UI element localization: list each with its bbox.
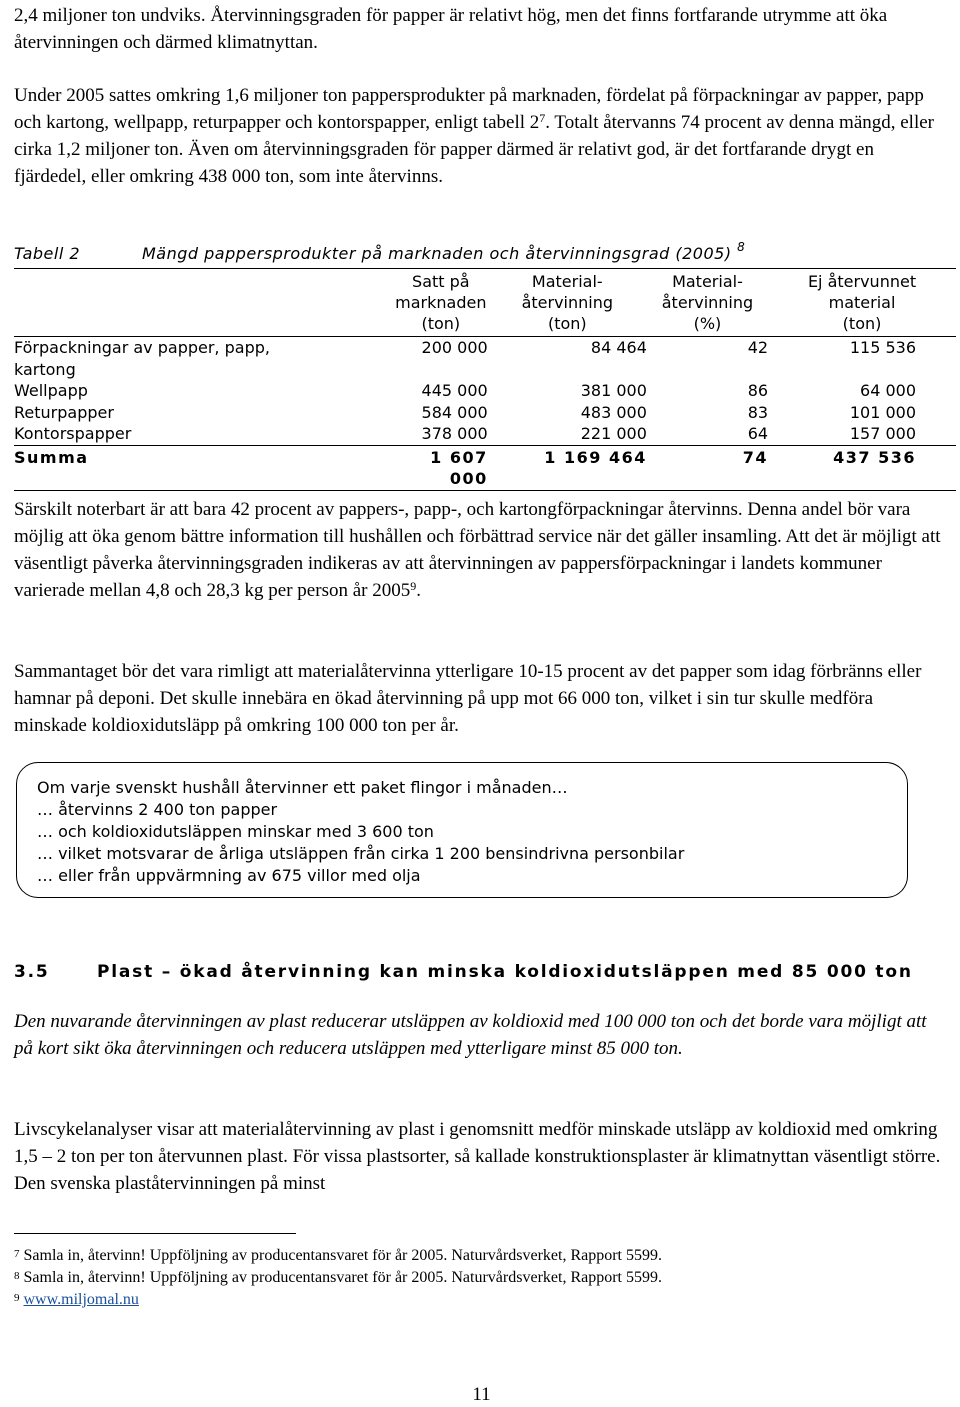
footnote-ref-8[interactable]: 8 — [737, 240, 746, 254]
miljomal-link[interactable]: www.miljomal.nu — [23, 1291, 139, 1308]
intro-paragraph-2-text-b: . Totalt återvanns 74 procent av denna mängd, eller cirka 1,2 miljoner ton. Även om återvinningsgraden för papper därmed är relativt god, är det fortfarande drygt en fjärdedel, eller omkring 438 000 ton, som inte återvinns. — [14, 112, 935, 187]
cell-recycled: 84 464 — [590, 338, 647, 357]
cell-pct: 83 — [747, 402, 769, 422]
footnote-8: $^8$ Samla in, återvinn! Uppföljning av producentansvaret för år 2005. Naturvårdsverket, Rapport 5599. — [14, 1269, 662, 1286]
sum-label: Summa — [14, 447, 89, 467]
table-sum-row — [14, 445, 956, 490]
paragraph-4: Sammantaget bör det vara rimligt att materialåtervinna ytterligare 10-15 procent av det papper som idag förbränns eller hamnar på deponi. Det skulle innebära en ökad återvinning på upp mot 66 000 ton, vilket i sin tur skulle medföra minskade koldioxidutsläpp på omkring 100 000 ton per år. — [14, 661, 922, 736]
row-name: Returpapper — [14, 402, 114, 422]
row-name: Wellpapp — [14, 381, 88, 400]
row-name: Förpackningar av papper, papp, kartong — [14, 338, 270, 379]
info-box — [16, 762, 908, 898]
cell-recycled: 483 000 — [580, 402, 647, 422]
header-recycled-ton: Material- återvinning (ton) — [521, 272, 614, 333]
table-row — [14, 337, 956, 381]
cell-market: 584 000 — [421, 402, 488, 422]
table-row — [14, 402, 956, 424]
table-row — [14, 423, 956, 445]
paragraph-3-text-a: Särskilt noterbart är att bara 42 procent av pappers-, papp-, och kartongförpackningar återvinns. Denna andel bör vara möjlig att öka genom bättre information till hushållen och förbättrad service när det gäller insamling. Att det är möjligt att väsentligt påverka återvinningsgraden indikeras av att återvinningen av pappersförpackningar i landets kommuner varierade mellan 4,8 och 28,3 kg per person år 2005 — [14, 499, 941, 601]
cell-unrecycled: 115 536 — [849, 338, 916, 357]
sum-recycled: 1 169 464 — [544, 447, 647, 467]
paragraph-3-text-b: . — [416, 580, 421, 601]
cell-unrecycled: 64 000 — [860, 381, 916, 400]
sum-market: 1 607 000 — [430, 447, 488, 488]
footnote-ref-9[interactable]: 9 — [410, 579, 417, 593]
cell-pct: 86 — [747, 381, 769, 400]
cell-unrecycled: 157 000 — [849, 424, 916, 443]
intro-paragraph-2-text-a: Under 2005 sattes omkring 1,6 miljoner ton pappersprodukter på marknaden, fördelat på förpackningar av papper, papp och kartong, wellpapp, returpapper och kontorspapper, enligt tabell 2 — [14, 85, 924, 133]
info-box-item: … vilket motsvarar de årliga utsläppen från cirka 1 200 bensindrivna personbilar — [37, 844, 685, 863]
cell-pct: 42 — [747, 338, 769, 357]
page-number: 11 — [472, 1384, 491, 1405]
header-market: Satt på marknaden (ton) — [395, 272, 487, 333]
footnote-7: $^7$ Samla in, återvinn! Uppföljning av producentansvaret för år 2005. Naturvårdsverket, Rapport 5599. — [14, 1247, 662, 1264]
intro-paragraph-2 — [14, 82, 949, 190]
table-header-row — [14, 269, 956, 337]
cell-market: 445 000 — [421, 381, 488, 400]
sum-unrecycled: 437 536 — [833, 447, 916, 467]
table-caption — [14, 240, 949, 263]
paragraph-3 — [14, 496, 949, 604]
table-row — [14, 380, 956, 402]
cell-recycled: 221 000 — [580, 424, 647, 443]
row-name: Kontorspapper — [14, 424, 132, 443]
header-recycled-pct: Material- återvinning (%) — [661, 272, 754, 333]
footnote-9: $^9$ www.miljomal.nu — [14, 1291, 139, 1308]
section-title: Plast – ökad återvinning kan minska koldioxidutsläppen med 85 000 ton — [97, 962, 913, 982]
cell-market: 378 000 — [421, 424, 488, 443]
info-box-item: … eller från uppvärmning av 675 villor med olja — [37, 866, 421, 885]
section-lead: Den nuvarande återvinningen av plast reducerar utsläppen av koldioxid med 100 000 ton och det borde vara möjligt att på kort sikt öka återvinningen och reducera utsläppen med ytterligare minst 85 000 ton. — [14, 1011, 927, 1059]
sum-pct: 74 — [742, 447, 769, 467]
info-box-item: … återvinns 2 400 ton papper — [37, 800, 278, 819]
footnote-separator — [14, 1233, 296, 1234]
header-unrecycled: Ej återvunnet material (ton) — [807, 272, 917, 333]
table-title: Mängd pappersprodukter på marknaden och återvinningsgrad (2005) — [142, 244, 732, 263]
info-box-list — [17, 763, 907, 887]
info-box-item: … och koldioxidutsläppen minskar med 3 600 ton — [37, 822, 434, 841]
section-paragraph: Livscykelanalyser visar att materialåtervinning av plast i genomsnitt medför minskade utsläpp av koldioxid med omkring 1,5 – 2 ton per ton återvunnen plast. För vissa plastsorter, så kallade konstruktionsplaster är klimatnyttan väsentligt större. Den svenska plaståtervinningen på minst — [14, 1119, 941, 1194]
section-heading — [14, 962, 913, 982]
footnote-ref-7[interactable]: 7 — [539, 111, 546, 125]
table-label: Tabell 2 — [14, 244, 81, 263]
cell-recycled: 381 000 — [580, 381, 647, 400]
intro-paragraph-1: 2,4 miljoner ton undviks. Återvinningsgraden för papper är relativt hög, men det finns fortfarande utrymme att öka återvinningen och därmed klimatnyttan. — [14, 5, 888, 53]
info-box-item: Om varje svenskt hushåll återvinner ett paket flingor i månaden… — [37, 778, 568, 797]
header-category — [14, 269, 394, 337]
cell-pct: 64 — [747, 424, 769, 443]
cell-unrecycled: 101 000 — [849, 402, 916, 422]
cell-market: 200 000 — [421, 338, 488, 357]
recycling-table — [14, 268, 956, 491]
section-number: 3.5 — [14, 962, 50, 982]
